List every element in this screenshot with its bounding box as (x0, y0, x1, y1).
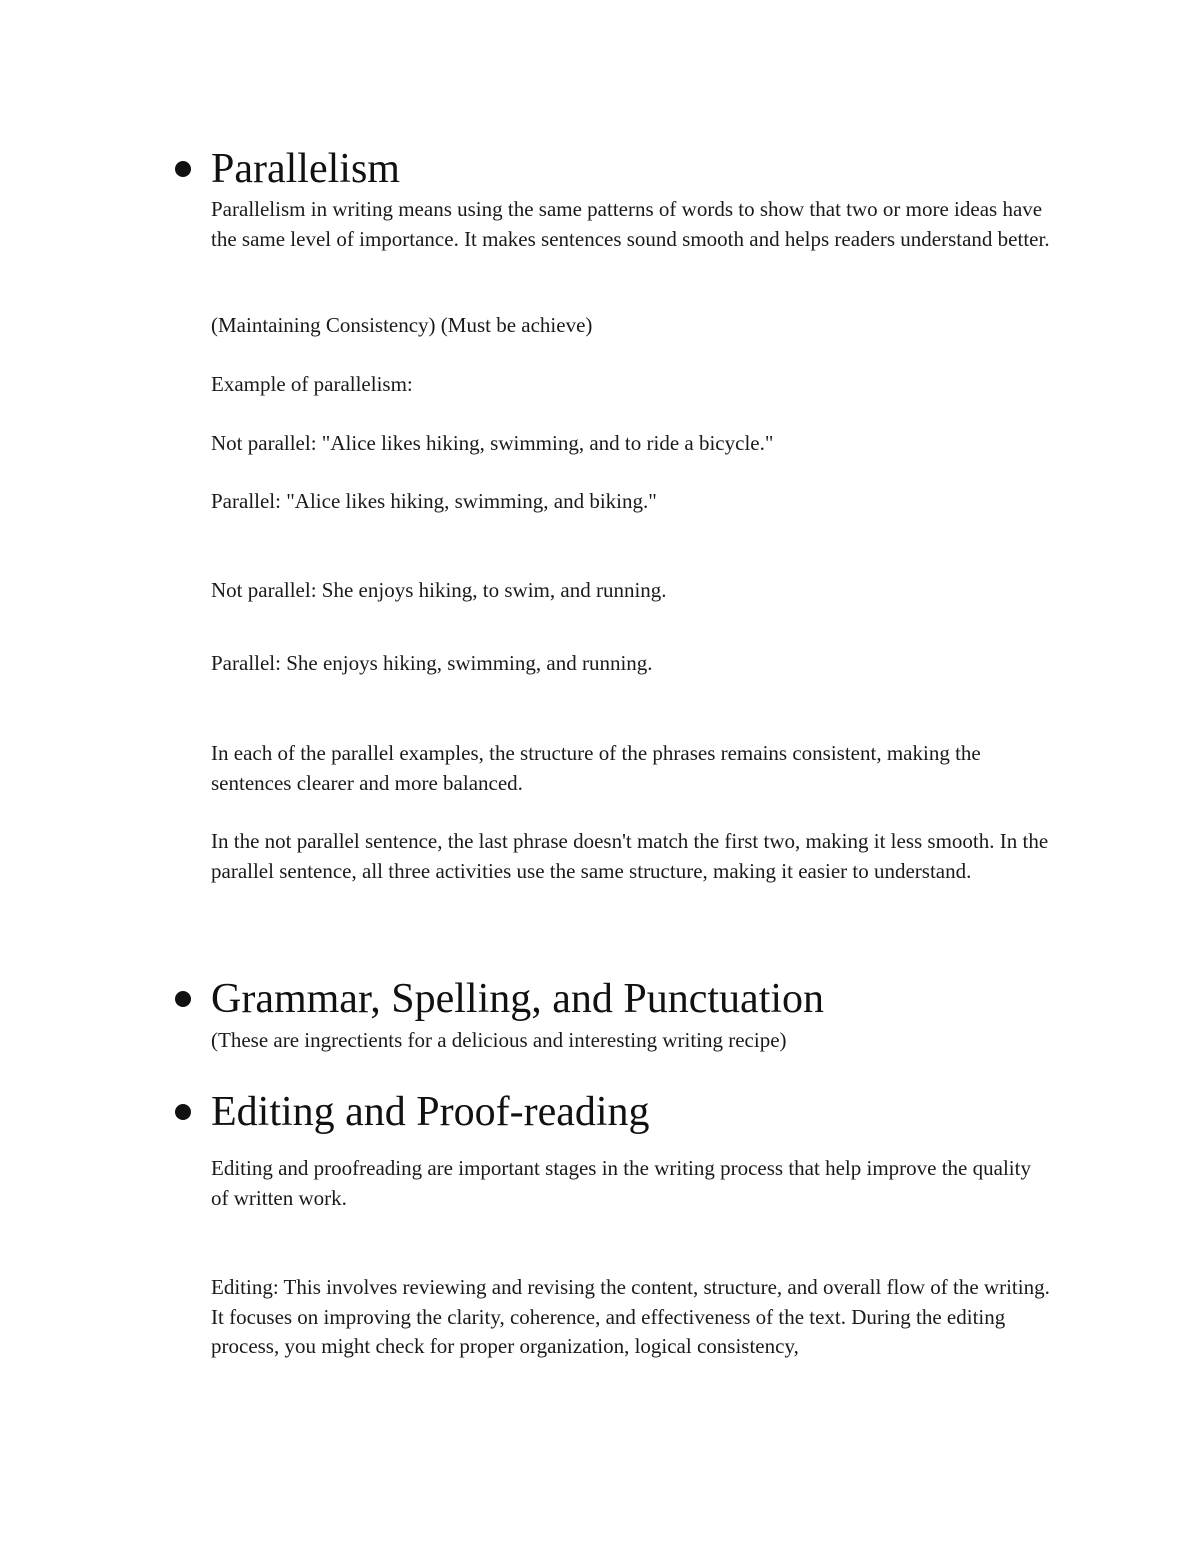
parallelism-explanation-2: In the not parallel sentence, the last phrase doesn't match the first two, making it less smooth. In the parallel sentence, all three activities use the same structure, making it easier to understand. (211, 829, 1049, 883)
example-parallel-2: Parallel: She enjoys hiking, swimming, and running. (211, 651, 653, 675)
heading-parallelism: Parallelism (211, 146, 400, 192)
parallelism-example-intro: Example of parallelism: (211, 372, 413, 396)
editing-intro: Editing and proofreading are important stages in the writing process that help improve the quality of written work. (211, 1156, 1031, 1210)
bullet-icon (175, 1104, 191, 1120)
example-parallel-1: Parallel: "Alice likes hiking, swimming, and biking." (211, 489, 657, 513)
parallelism-note: (Maintaining Consistency) (Must be achieve) (211, 313, 593, 337)
heading-editing: Editing and Proof-reading (211, 1089, 650, 1135)
editing-definition: Editing: This involves reviewing and revising the content, structure, and overall flow of the writing. It focuses on improving the clarity, coherence, and effectiveness of the text. During the editing process, you might check for proper organization, logical consistency, (211, 1275, 1050, 1358)
parallelism-definition: Parallelism in writing means using the same patterns of words to show that two or more ideas have the same level of importance. It makes sentences sound smooth and helps readers understand better. (211, 197, 1050, 251)
bullet-icon (175, 161, 191, 177)
example-not-parallel-1: Not parallel: "Alice likes hiking, swimming, and to ride a bicycle." (211, 431, 774, 455)
grammar-note: (These are ingrectients for a delicious and interesting writing recipe) (211, 1028, 787, 1052)
parallelism-explanation-1: In each of the parallel examples, the structure of the phrases remains consistent, making the sentences clearer and more balanced. (211, 741, 981, 795)
example-not-parallel-2: Not parallel: She enjoys hiking, to swim, and running. (211, 578, 667, 602)
heading-grammar: Grammar, Spelling, and Punctuation (211, 976, 825, 1022)
bullet-icon (175, 991, 191, 1007)
